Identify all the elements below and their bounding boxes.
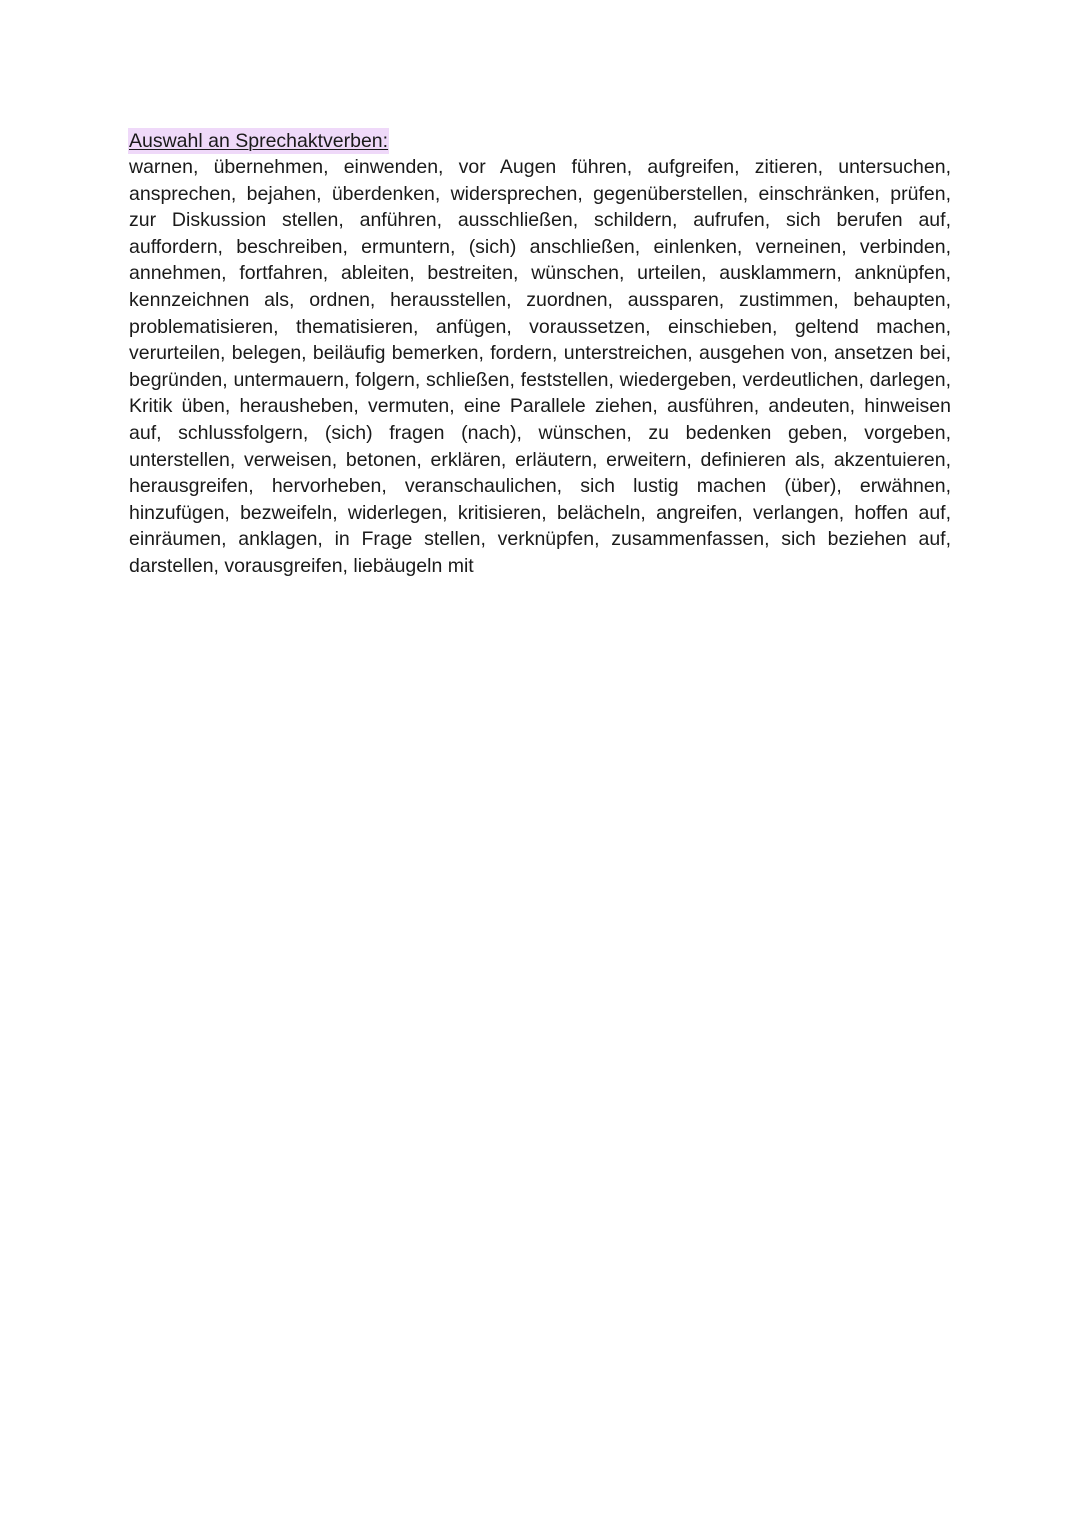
verb-list-paragraph: warnen, übernehmen, einwenden, vor Augen führen, aufgreifen, zitieren, untersuchen, ansprechen, bejahen, überdenken, widersprechen, gegenüberstellen, einschränken, prüfen, zur Diskussion stellen, anführen, ausschließen, schildern, aufrufen, sich berufen auf, auffordern, beschreiben, ermuntern, (sich) anschließen, einlenken, verneinen, verbinden, annehmen, fortfahren, ableiten, bestreiten, wünschen, urteilen, ausklammern, anknüpfen, kennzeichnen als, ordnen, herausstellen, zuordnen, aussparen, zustimmen, behaupten, problematisieren, thematisieren, anfügen, voraussetzen, einschieben, geltend machen, verurteilen, belegen, beiläufig bemerken, fordern, unterstreichen, ausgehen von, ansetzen bei, begründen, untermauern, folgern, schließen, feststellen, wiedergeben, verdeutlichen, darlegen, Kritik üben, herausheben, vermuten, eine Parallele ziehen, ausführen, andeuten, hinweisen auf, schlussfolgern, (sich) fragen (nach), wünschen, zu bedenken geben, vorgeben, unterstellen, verweisen, betonen, erklären, erläutern, erweitern, definieren als, akzentuieren, herausgreifen, hervorheben, veranschaulichen, sich lustig machen (über), erwähnen, hinzufügen, bezweifeln, widerlegen, kritisieren, belächeln, angreifen, verlangen, hoffen auf, einräumen, anklagen, in Frage stellen, verknüpfen, zusammenfassen, sich beziehen auf, darstellen, vorausgreifen, liebäugeln mit	[129, 156, 951, 577]
document-page	[129, 128, 951, 580]
section-heading: Auswahl an Sprechaktverben:	[129, 130, 389, 152]
